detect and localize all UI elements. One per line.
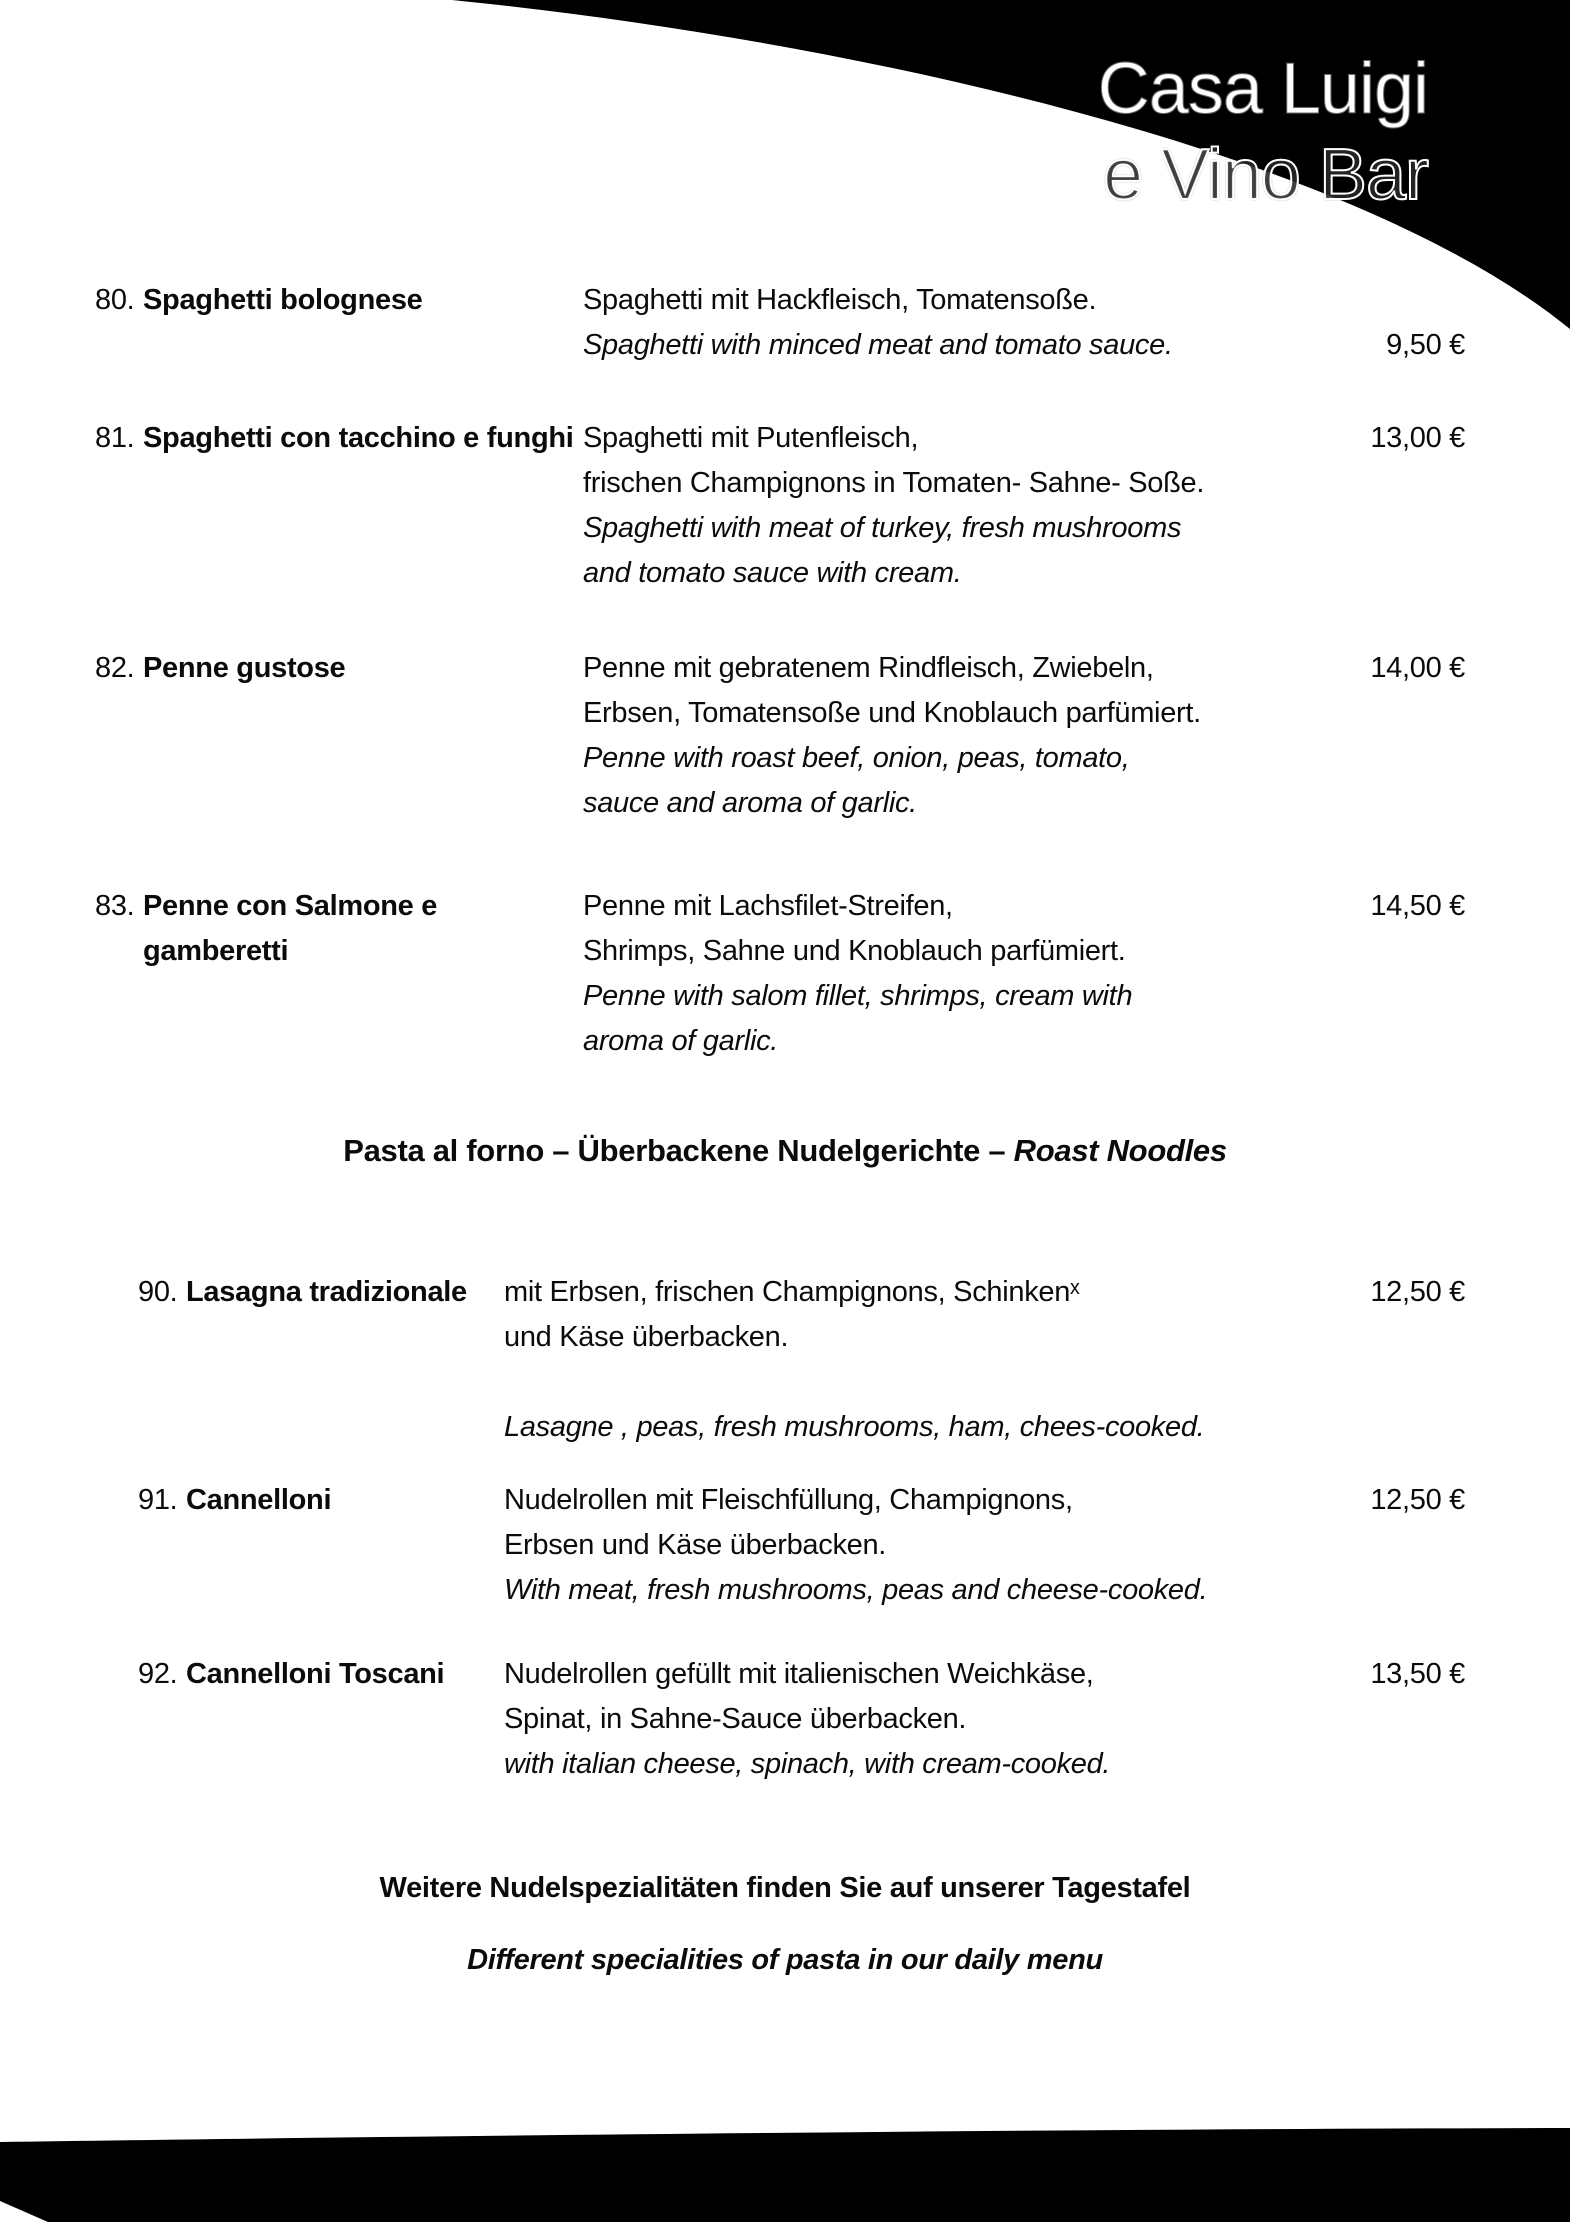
brand-line-2: e Vino Bar — [1103, 135, 1428, 215]
item-desc-de: Penne mit Lachsfilet-Streifen, — [583, 890, 953, 922]
item-desc-de: und Käse überbacken. — [504, 1321, 789, 1353]
item-price: 13,00 € — [1370, 422, 1465, 454]
item-number: 83. — [95, 890, 135, 922]
item-desc-en: and tomato sauce with cream. — [583, 557, 962, 589]
item-desc-de: Shrimps, Sahne und Knoblauch parfümiert. — [583, 935, 1126, 967]
item-desc-en: with italian cheese, spinach, with cream-cooked. — [504, 1748, 1111, 1780]
item-desc-de: Erbsen und Käse überbacken. — [504, 1529, 887, 1561]
item-price: 12,50 € — [1370, 1276, 1465, 1308]
item-name: Penne con Salmone e — [143, 890, 438, 922]
item-price: 12,50 € — [1370, 1484, 1465, 1516]
item-desc-de: mit Erbsen, frischen Champignons, Schinkenˣ — [504, 1276, 1080, 1308]
brand-logo — [1098, 46, 1428, 218]
item-number: 80. — [95, 284, 135, 316]
item-desc-de: Spaghetti mit Putenfleisch, — [583, 422, 919, 454]
item-price: 14,00 € — [1370, 652, 1465, 684]
item-desc-de: frischen Champignons in Tomaten- Sahne- Soße. — [583, 467, 1205, 499]
item-name: Cannelloni — [186, 1484, 332, 1516]
item-number: 82. — [95, 652, 135, 684]
item-desc-de: Erbsen, Tomatensoße und Knoblauch parfümiert. — [583, 697, 1201, 729]
item-name: Spaghetti bolognese — [143, 284, 423, 316]
item-desc-en: sauce and aroma of garlic. — [583, 787, 917, 819]
footer-note-de: Weitere Nudelspezialitäten finden Sie auf unserer Tagestafel — [379, 1872, 1191, 1904]
item-desc-en: Lasagne , peas, fresh mushrooms, ham, chees-cooked. — [504, 1411, 1205, 1443]
item-desc-en: Spaghetti with minced meat and tomato sauce. — [583, 329, 1173, 361]
item-price: 14,50 € — [1370, 890, 1465, 922]
item-number: 90. — [138, 1276, 178, 1308]
item-desc-en: With meat, fresh mushrooms, peas and cheese-cooked. — [504, 1574, 1208, 1606]
section-heading — [0, 1128, 1570, 1173]
section-heading-english: Roast Noodles — [1013, 1133, 1227, 1168]
item-desc-de: Spaghetti mit Hackfleisch, Tomatensoße. — [583, 284, 1097, 316]
item-name: Spaghetti con tacchino e funghi — [143, 422, 574, 454]
item-price: 9,50 € — [1386, 329, 1465, 361]
item-price: 13,50 € — [1370, 1658, 1465, 1690]
item-desc-en: Spaghetti with meat of turkey, fresh mushrooms — [583, 512, 1182, 544]
bottom-swoosh-shape — [0, 2128, 1570, 2222]
item-desc-en: Penne with salom fillet, shrimps, cream with — [583, 980, 1133, 1012]
item-desc-en: aroma of garlic. — [583, 1025, 779, 1057]
item-desc-de: Nudelrollen gefüllt mit italienischen Weichkäse, — [504, 1658, 1094, 1690]
footer-note-en: Different specialities of pasta in our daily menu — [467, 1944, 1103, 1976]
item-desc-de: Penne mit gebratenem Rindfleisch, Zwiebeln, — [583, 652, 1154, 684]
item-name: Cannelloni Toscani — [186, 1658, 445, 1690]
item-number: 91. — [138, 1484, 178, 1516]
item-number: 92. — [138, 1658, 178, 1690]
item-number: 81. — [95, 422, 135, 454]
brand-line-1: Casa Luigi — [1097, 49, 1428, 129]
item-name-line-2: gamberetti — [143, 935, 289, 967]
item-desc-en: Penne with roast beef, onion, peas, tomato, — [583, 742, 1130, 774]
item-desc-de: Spinat, in Sahne-Sauce überbacken. — [504, 1703, 967, 1735]
item-name: Penne gustose — [143, 652, 346, 684]
section-heading-main: Pasta al forno – Überbackene Nudelgerichte – — [343, 1133, 1014, 1168]
item-desc-de: Nudelrollen mit Fleischfüllung, Champignons, — [504, 1484, 1073, 1516]
item-name: Lasagna tradizionale — [186, 1276, 467, 1308]
